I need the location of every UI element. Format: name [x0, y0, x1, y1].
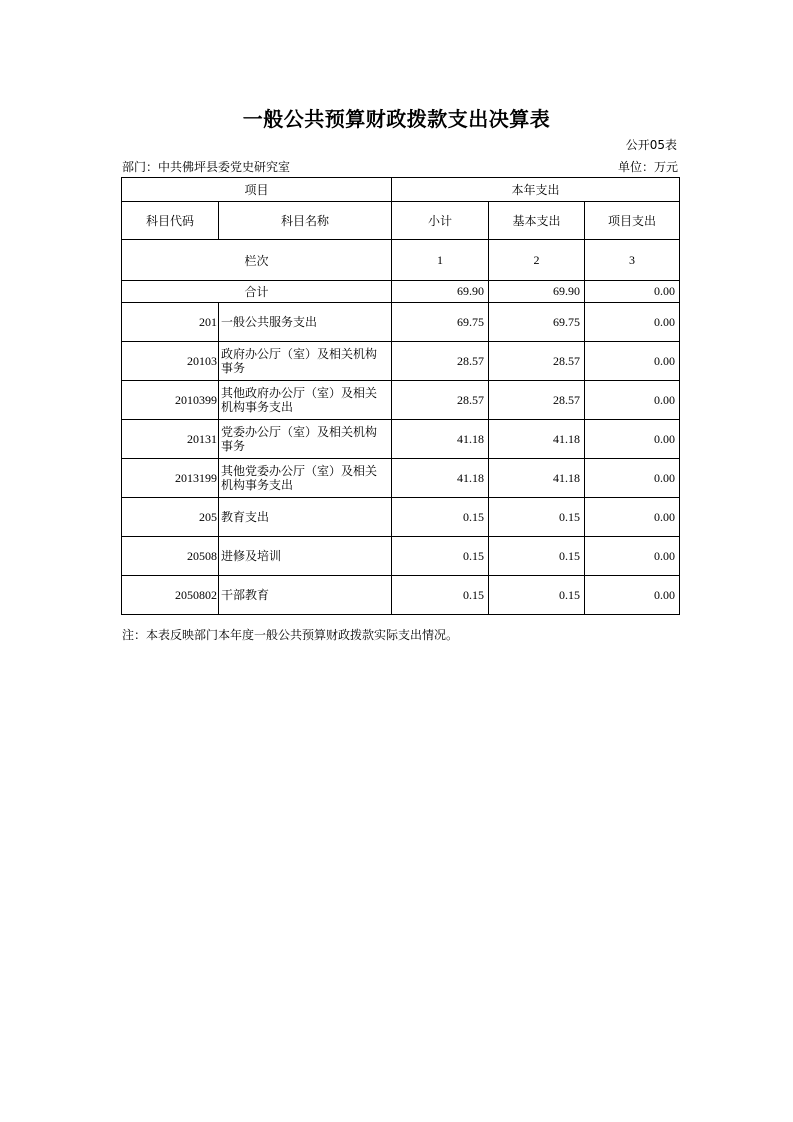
- total-basic: 69.90: [489, 281, 585, 303]
- row-code: 201: [122, 303, 219, 342]
- row-name: 政府办公厅（室）及相关机构事务: [219, 342, 392, 381]
- row-project: 0.00: [585, 420, 680, 459]
- row-code: 2050802: [122, 576, 219, 615]
- row-subtotal: 28.57: [392, 342, 489, 381]
- total-project: 0.00: [585, 281, 680, 303]
- row-project: 0.00: [585, 303, 680, 342]
- row-name: 其他政府办公厅（室）及相关机构事务支出: [219, 381, 392, 420]
- total-subtotal: 69.90: [392, 281, 489, 303]
- row-code: 20131: [122, 420, 219, 459]
- row-subtotal: 69.75: [392, 303, 489, 342]
- row-basic: 69.75: [489, 303, 585, 342]
- page-title: 一般公共预算财政拨款支出决算表: [242, 107, 551, 131]
- row-name: 其他党委办公厅（室）及相关机构事务支出: [219, 459, 392, 498]
- row-project: 0.00: [585, 576, 680, 615]
- form-code: 公开05表: [625, 138, 677, 152]
- total-row: [122, 281, 680, 303]
- row-code: 2010399: [122, 381, 219, 420]
- row-basic: 41.18: [489, 420, 585, 459]
- expenditure-table: [121, 177, 680, 615]
- header-subject-code: 科目代码: [122, 202, 219, 240]
- header-project-exp: 项目支出: [585, 202, 680, 240]
- row-name: 进修及培训: [219, 537, 392, 576]
- header-basic: 基本支出: [489, 202, 585, 240]
- row-basic: 41.18: [489, 459, 585, 498]
- table-row: [122, 537, 680, 576]
- total-label: 合计: [122, 281, 392, 303]
- row-subtotal: 41.18: [392, 420, 489, 459]
- header-project: 项目: [122, 178, 392, 202]
- row-name: 一般公共服务支出: [219, 303, 392, 342]
- row-code: 20508: [122, 537, 219, 576]
- row-name: 教育支出: [219, 498, 392, 537]
- row-project: 0.00: [585, 459, 680, 498]
- row-subtotal: 0.15: [392, 498, 489, 537]
- row-subtotal: 0.15: [392, 537, 489, 576]
- column-label: 栏次: [122, 240, 392, 281]
- row-project: 0.00: [585, 381, 680, 420]
- row-basic: 28.57: [489, 381, 585, 420]
- row-basic: 0.15: [489, 537, 585, 576]
- table-row: [122, 459, 680, 498]
- header-row-1: [122, 178, 680, 202]
- row-basic: 28.57: [489, 342, 585, 381]
- column-number-1: 1: [392, 240, 489, 281]
- row-subtotal: 41.18: [392, 459, 489, 498]
- header-subtotal: 小计: [392, 202, 489, 240]
- row-project: 0.00: [585, 498, 680, 537]
- row-subtotal: 28.57: [392, 381, 489, 420]
- table-row: [122, 381, 680, 420]
- table-row: [122, 303, 680, 342]
- row-basic: 0.15: [489, 576, 585, 615]
- header-current-year: 本年支出: [392, 178, 680, 202]
- header-subject-name: 科目名称: [219, 202, 392, 240]
- row-code: 205: [122, 498, 219, 537]
- header-row-2: [122, 202, 680, 240]
- table-row: [122, 420, 680, 459]
- department-label: 部门：中共佛坪县委党史研究室: [122, 160, 291, 174]
- table-row: [122, 576, 680, 615]
- row-name: 干部教育: [219, 576, 392, 615]
- column-number-3: 3: [585, 240, 680, 281]
- column-number-2: 2: [489, 240, 585, 281]
- unit-label: 单位：万元: [617, 160, 678, 174]
- row-project: 0.00: [585, 537, 680, 576]
- row-code: 20103: [122, 342, 219, 381]
- row-name: 党委办公厅（室）及相关机构事务: [219, 420, 392, 459]
- row-project: 0.00: [585, 342, 680, 381]
- row-code: 2013199: [122, 459, 219, 498]
- row-subtotal: 0.15: [392, 576, 489, 615]
- row-basic: 0.15: [489, 498, 585, 537]
- table-row: [122, 342, 680, 381]
- table-row: [122, 498, 680, 537]
- footnote: 注：本表反映部门本年度一般公共预算财政拨款实际支出情况。: [122, 628, 459, 642]
- column-number-row: [122, 240, 680, 281]
